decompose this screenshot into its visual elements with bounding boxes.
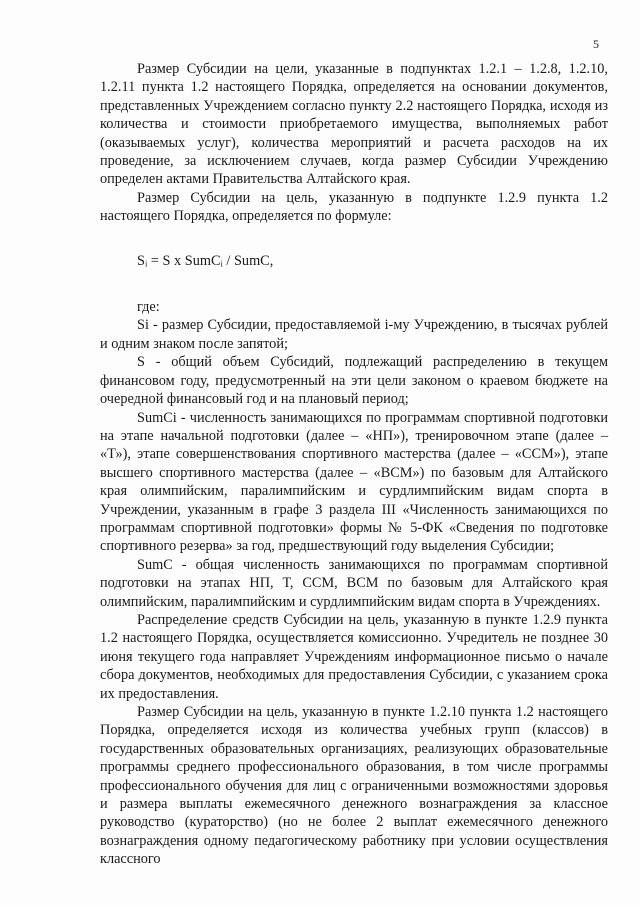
- paragraph-subsidy-1-2-10: Размер Субсидии на цель, указанную в пункте 1.2.10 пункта 1.2 настоящего Порядка, определяется исходя из количества учебных групп (классов) в государственных образовательных организациях, реализующих образовательные программы среднего профессионального образования, в том числе программы профессионального обучения для лиц с ограниченными возможностями здоровья и размера выплаты ежемесячного денежного вознаграждения за классное руководство (кураторство) (но не более 2 выплат ежемесячного денежного вознаграждения одному педагогическому работнику при условии осуществления классного: [100, 704, 608, 868]
- definition-sumci: SumCi - численность занимающихся по программам спортивной подготовки на этапе начальной подготовки (далее – «НП»), тренировочном этапе (далее – «Т»), этапе совершенствования спортивного мастерства (далее – «ССМ»), этапе высшего спортивного мастерства (далее – «ВСМ») по базовым для Алтайского края олимпийским, паралимпийским и сурдлимпийским видам спорта в Учреждении, указанным в графе 3 раздела III «Численность занимающихся по программам спортивной подготовки» формы № 5-ФК «Сведения по подготовке спортивного резерва» за год, предшествующий году выделения Субсидии;: [100, 409, 608, 555]
- formula: Sᵢ = S x SumCᵢ / SumC,: [137, 252, 274, 269]
- definition-s: S - общий объем Субсидий, подлежащий распределению в текущем финансовом году, предусмотренный на эти цели законом о краевом бюджете на очередной финансовый год и на плановый период;: [100, 354, 608, 408]
- definition-si: Si - размер Субсидии, предоставляемой i-му Учреждению, в тысячах рублей и одним знаком после запятой;: [100, 317, 608, 352]
- paragraph-formula-intro: Размер Субсидии на цель, указанную в подпункте 1.2.9 пункта 1.2 настоящего Порядка, определяется по формуле:: [100, 189, 608, 225]
- definition-sumc: SumC - общая численность занимающихся по программам спортивной подготовки на этапах НП, Т, ССМ, ВСМ по базовым для Алтайского края олимпийским, паралимпийским и сурдлимпийским видам спорта в Учреждениях.: [100, 556, 608, 610]
- paragraph-subsidy-size: Размер Субсидии на цели, указанные в подпунктах 1.2.1 – 1.2.8, 1.2.10, 1.2.11 пункта 1.2 настоящего Порядка, определяется на основании документов, представленных Учреждением согласно пункту 2.2 настоящего Порядка, исходя из количества и стоимости приобретаемого имущества, выполняемых работ (оказываемых услуг), количества мероприятий и расчета расходов на их проведение, за исключением случаев, когда размер Субсидии Учреждению определен актами Правительства Алтайского края.: [100, 61, 608, 188]
- where-label: где:: [137, 299, 160, 316]
- page-number: 5: [593, 37, 599, 51]
- document-body: [100, 60, 608, 869]
- paragraph-distribution: Распределение средств Субсидии на цель, указанную в пункте 1.2.9 пункта 1.2 настоящего Порядка, осуществляется комиссионно. Учредитель не позднее 30 июня текущего года направляет Учреждениям информационное письмо о начале сбора документов, необходимых для предоставления Субсидии, с указанием срока их предоставления.: [100, 611, 608, 702]
